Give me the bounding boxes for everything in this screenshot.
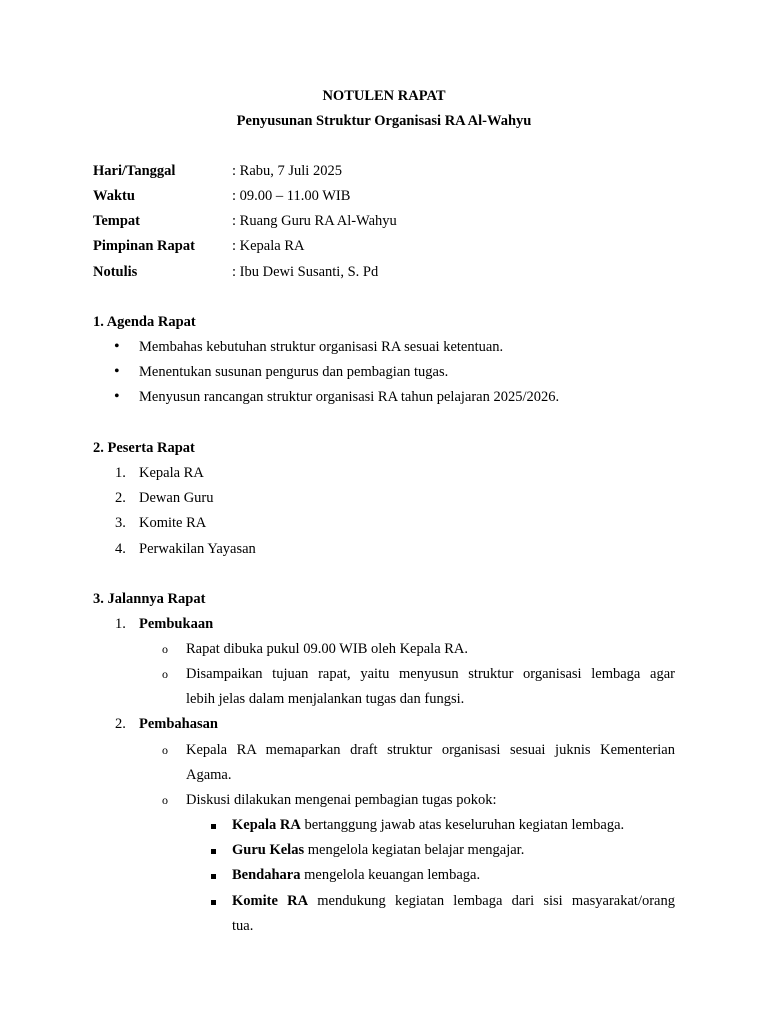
duty-role: Guru Kelas [232,842,305,858]
point-text: lebih jelas dalam menjalankan tugas dan fungsi. [186,691,465,707]
list-item: Membahas kebutuhan struktur organisasi RA sesuai ketentuan. [139,339,504,355]
square-bullet-icon [211,816,216,834]
square-bullet-icon [211,892,216,910]
circle-bullet-icon: o [162,743,168,757]
square-bullet-icon [211,866,216,884]
duty-item [232,816,624,834]
info-value: : Ruang Guru RA Al-Wahyu [232,213,397,229]
info-value: : 09.00 – 11.00 WIB [232,188,351,204]
list-item: Dewan Guru [139,490,214,506]
section-heading: 3. Jalannya Rapat [93,591,206,607]
bullet-icon: • [114,388,120,405]
list-item: Kepala RA [139,465,204,481]
duty-text: tua. [232,918,254,934]
info-value: : Rabu, 7 Juli 2025 [232,163,342,179]
list-number: 2. [115,490,126,506]
bullet-icon: • [114,363,120,380]
info-label: Pimpinan Rapat [93,238,195,254]
circle-bullet-icon: o [162,642,168,656]
document-title: NOTULEN RAPAT [322,88,446,104]
list-number: 1. [115,465,126,481]
info-label: Tempat [93,213,140,229]
duty-text: bertanggung jawab atas keseluruhan kegiatan lembaga. [300,817,625,833]
section-heading: 1. Agenda Rapat [93,314,196,330]
point-text: Diskusi dilakukan mengenai pembagian tugas pokok: [186,792,497,808]
square-bullet-icon [211,841,216,859]
point-text: Rapat dibuka pukul 09.00 WIB oleh Kepala RA. [186,641,469,657]
list-item: Perwakilan Yayasan [139,541,256,557]
duty-text: mendukung kegiatan lembaga dari sisi masyarakat/orang [308,893,675,909]
duty-role: Kepala RA [232,817,301,833]
list-number: 3. [115,515,126,531]
duty-text: mengelola kegiatan belajar mengajar. [304,842,525,858]
subsection-title: Pembukaan [139,616,214,632]
bullet-icon: • [114,338,120,355]
duty-role: Komite RA [232,893,309,909]
info-label: Waktu [93,188,135,204]
list-item: Menentukan susunan pengurus dan pembagian tugas. [139,364,449,380]
duty-role: Bendahara [232,867,301,883]
subsection-title: Pembahasan [139,716,218,732]
info-value: : Kepala RA [232,238,305,254]
info-label: Hari/Tanggal [93,163,176,179]
list-number: 2. [115,716,126,732]
list-number: 1. [115,616,126,632]
circle-bullet-icon: o [162,667,168,681]
duty-text: mengelola keuangan lembaga. [300,867,481,883]
circle-bullet-icon: o [162,793,168,807]
list-item: Menyusun rancangan struktur organisasi RA tahun pelajaran 2025/2026. [139,389,560,405]
duty-item [232,841,524,859]
duty-item [232,892,675,910]
document-subtitle: Penyusunan Struktur Organisasi RA Al-Wahyu [236,113,532,129]
info-label: Notulis [93,264,138,280]
info-value: : Ibu Dewi Susanti, S. Pd [232,264,379,280]
point-text: Disampaikan tujuan rapat, yaitu menyusun struktur organisasi lembaga agar [186,666,675,682]
list-item: Komite RA [139,515,207,531]
section-heading: 2. Peserta Rapat [93,440,195,456]
point-text: Kepala RA memaparkan draft struktur organisasi sesuai juknis Kementerian [186,742,675,758]
point-text: Agama. [186,767,232,783]
duty-item [232,866,480,884]
list-number: 4. [115,541,126,557]
